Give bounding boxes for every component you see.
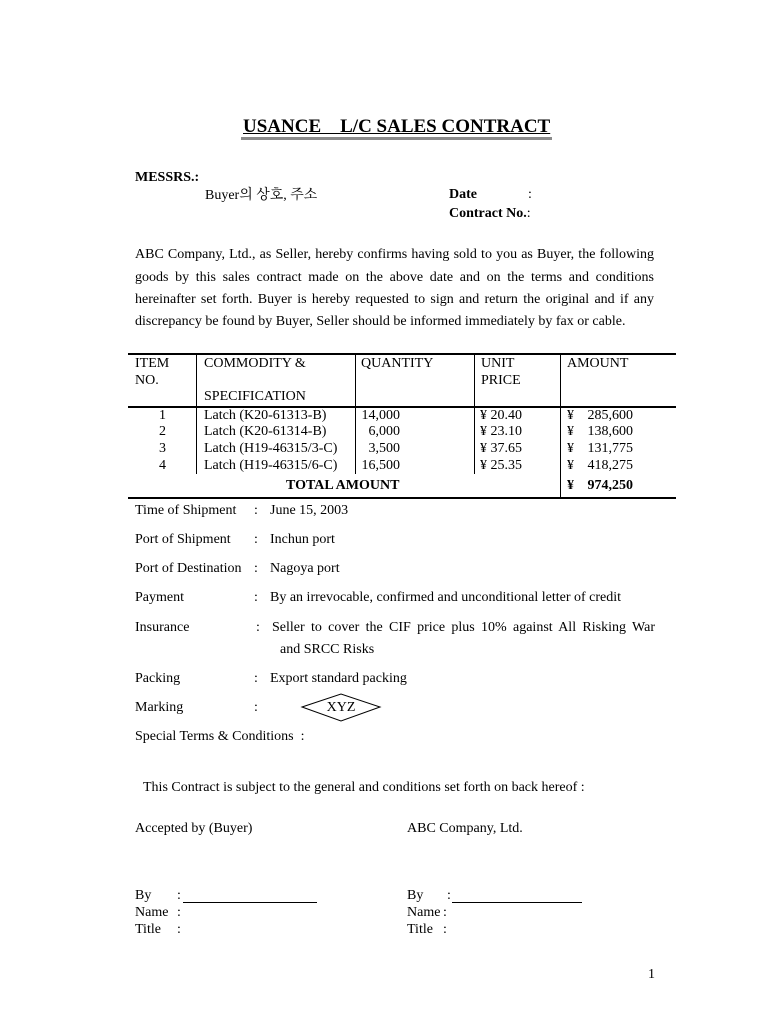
amount-currency: ¥ xyxy=(567,441,574,456)
date-label: Date xyxy=(449,187,477,202)
item-number: 3 xyxy=(159,441,166,456)
term-time-of-shipment xyxy=(0,502,770,519)
subject-note: This Contract is subject to the general and conditions set forth on back hereof : xyxy=(143,780,585,795)
seller-heading: ABC Company, Ltd. xyxy=(407,821,523,836)
messrs-label: MESSRS.: xyxy=(135,170,200,185)
commodity-cell: Latch (H19-46315/6-C) xyxy=(204,458,338,473)
item-number: 2 xyxy=(159,424,166,439)
total-row xyxy=(0,477,770,494)
term-marking xyxy=(0,699,770,716)
commodity-cell: Latch (K20-61314-B) xyxy=(204,424,327,439)
amount-cell: 138,600 xyxy=(587,424,633,439)
buyer-title-colon: : xyxy=(177,922,181,937)
item-number: 4 xyxy=(159,458,166,473)
table-row xyxy=(0,440,770,457)
contract-no-label: Contract No. xyxy=(449,206,527,221)
term-colon: : xyxy=(254,671,258,686)
buyer-by-colon: : xyxy=(177,888,181,903)
header-unit: UNIT xyxy=(481,356,515,371)
total-currency: ¥ xyxy=(567,478,574,493)
quantity-cell: 3,500 xyxy=(368,441,400,456)
amount-cell: 418,275 xyxy=(587,458,633,473)
date-colon: : xyxy=(528,187,532,202)
seller-by-label: By xyxy=(407,888,424,903)
quantity-cell: 14,000 xyxy=(361,408,400,423)
seller-name-label: Name xyxy=(407,905,441,920)
commodity-cell: Latch (H19-46315/3-C) xyxy=(204,441,338,456)
title-underline xyxy=(241,137,552,140)
term-value: By an irrevocable, confirmed and unconditional letter of credit xyxy=(270,590,622,605)
intro-line: ABC Company, Ltd., as Seller, hereby confirms having sold to you as Buyer, the following xyxy=(135,247,654,262)
table-row xyxy=(0,457,770,474)
document-title: USANCE L/C SALES CONTRACT xyxy=(243,116,551,137)
amount-cell: 131,775 xyxy=(587,441,633,456)
amount-cell: 285,600 xyxy=(587,408,633,423)
term-label: Port of Destination xyxy=(135,561,242,576)
total-amount-label: TOTAL AMOUNT xyxy=(286,478,400,493)
table-row xyxy=(0,423,770,440)
page-number: 1 xyxy=(648,967,655,982)
special-terms-label: Special Terms & Conditions : xyxy=(135,729,305,744)
buyer-name-address: Buyer의 상호, 주소 xyxy=(205,188,318,203)
term-port-of-destination xyxy=(0,560,770,577)
unit-price-cell: ¥ 23.10 xyxy=(480,424,522,439)
buyer-title-label: Title xyxy=(135,922,161,937)
table-row xyxy=(0,407,770,424)
term-payment xyxy=(0,589,770,606)
term-colon: : xyxy=(254,590,258,605)
header-specification: SPECIFICATION xyxy=(204,389,306,404)
table-bottom-border xyxy=(128,497,676,499)
header-amount: AMOUNT xyxy=(567,356,629,371)
intro-line: discrepancy be found by Buyer, Seller should be informed immediately by fax or cable. xyxy=(135,314,626,329)
amount-currency: ¥ xyxy=(567,424,574,439)
term-colon: : xyxy=(254,503,258,518)
amount-currency: ¥ xyxy=(567,458,574,473)
term-value: June 15, 2003 xyxy=(270,503,349,518)
unit-price-cell: ¥ 20.40 xyxy=(480,408,522,423)
term-label: Payment xyxy=(135,590,184,605)
term-value-line: and SRCC Risks xyxy=(280,642,375,657)
term-label: Insurance xyxy=(135,620,190,635)
term-label: Packing xyxy=(135,671,181,686)
term-value: Inchun port xyxy=(270,532,335,547)
header-commodity: COMMODITY & xyxy=(204,356,306,371)
buyer-signature-line xyxy=(183,902,317,903)
seller-by-colon: : xyxy=(447,888,451,903)
commodity-cell: Latch (K20-61313-B) xyxy=(204,408,327,423)
intro-line: hereinafter set forth. Buyer is hereby requested to sign and return the original and if any xyxy=(135,292,654,307)
amount-currency: ¥ xyxy=(567,408,574,423)
term-label: Port of Shipment xyxy=(135,532,231,547)
item-number: 1 xyxy=(159,408,166,423)
seller-title-label: Title xyxy=(407,922,433,937)
unit-price-cell: ¥ 25.35 xyxy=(480,458,522,473)
term-value: Nagoya port xyxy=(270,561,340,576)
buyer-heading: Accepted by (Buyer) xyxy=(135,821,253,836)
term-colon: : xyxy=(254,700,258,715)
term-colon: : xyxy=(256,620,260,635)
seller-signature-line xyxy=(452,902,582,903)
total-amount-value: 974,250 xyxy=(587,478,633,493)
term-insurance xyxy=(0,619,770,636)
quantity-cell: 6,000 xyxy=(368,424,400,439)
intro-line: goods by this sales contract made on the above date and on the terms and conditions xyxy=(135,270,654,285)
term-value-line: Seller to cover the CIF price plus 10% against All Risking War xyxy=(272,620,655,635)
term-port-of-shipment xyxy=(0,531,770,548)
quantity-cell: 16,500 xyxy=(361,458,400,473)
term-value: Export standard packing xyxy=(270,671,407,686)
buyer-by-label: By xyxy=(135,888,152,903)
term-colon: : xyxy=(254,532,258,547)
term-label: Time of Shipment xyxy=(135,503,237,518)
contract-no xyxy=(449,205,531,222)
header-price: PRICE xyxy=(481,373,521,388)
term-label: Marking xyxy=(135,700,184,715)
buyer-name-label: Name xyxy=(135,905,169,920)
term-insurance-continued xyxy=(0,641,770,658)
seller-title-colon: : xyxy=(443,922,447,937)
term-packing xyxy=(0,670,770,687)
contract-no-colon: : xyxy=(526,206,531,221)
header-item: ITEM xyxy=(135,356,170,371)
header-quantity: QUANTITY xyxy=(361,356,434,371)
header-item-no: NO. xyxy=(135,373,159,388)
buyer-name-colon: : xyxy=(177,905,181,920)
seller-name-colon: : xyxy=(443,905,447,920)
unit-price-cell: ¥ 37.65 xyxy=(480,441,522,456)
term-colon: : xyxy=(254,561,258,576)
shipping-mark-text: XYZ xyxy=(326,700,356,715)
